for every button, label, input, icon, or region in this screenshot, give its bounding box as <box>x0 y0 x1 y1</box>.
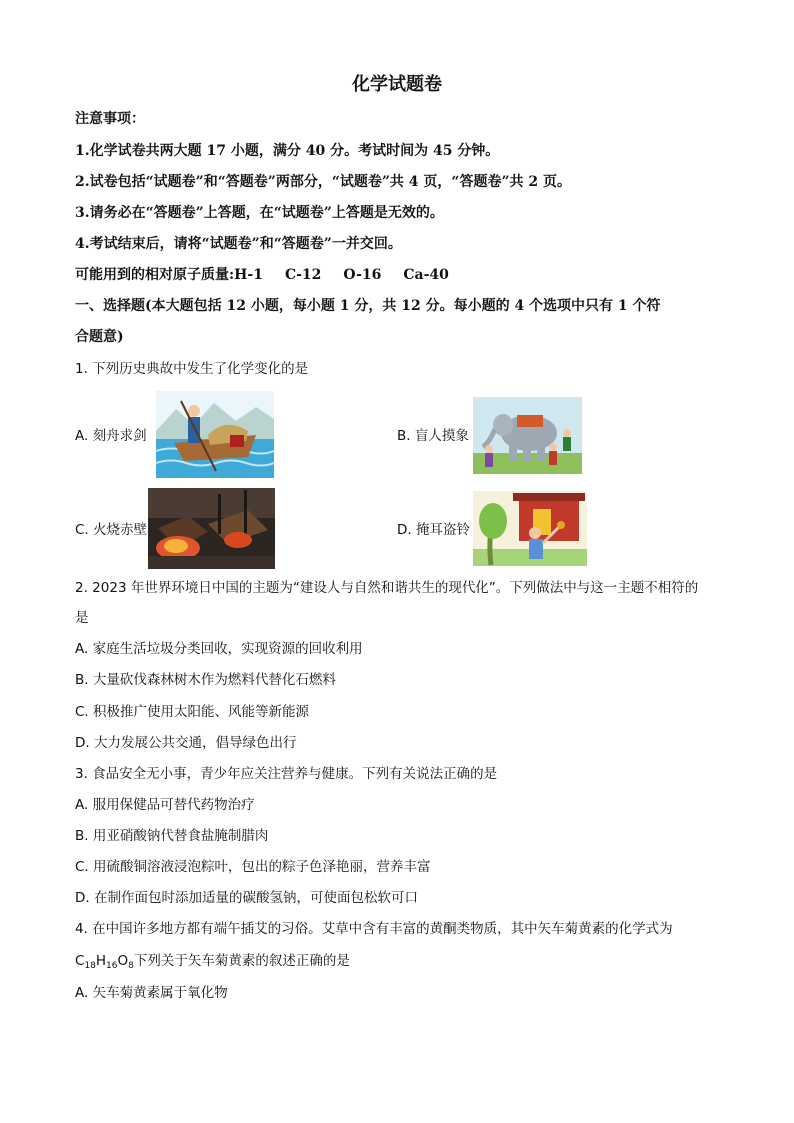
q4-stem-rest: 下列关于矢车菊黄素的叙述正确的是 <box>133 953 350 969</box>
q4-stem: 4. 在中国许多地方都有端午插艾的习俗。艾草中含有丰富的黄酮类物质，其中矢车菊黄素的化学式为 <box>75 921 673 937</box>
bell-thief-illustration <box>473 491 587 566</box>
q1-option-a: A. 刻舟求剑 <box>75 428 147 444</box>
atomic-mass-c: C-12 <box>284 267 322 283</box>
q4-option-a: A. 矢车菊黄素属于氧化物 <box>75 985 228 1001</box>
chemical-formula: $C_{18}H_{16}O_8$ <box>75 953 134 971</box>
q2-option-c: C. 积极推广使用太阳能、风能等新能源 <box>75 704 310 720</box>
atomic-mass-label: 可能用到的相对原子质量: <box>75 267 235 283</box>
q3-stem: 3. 食品安全无小事，青少年应关注营养与健康。下列有关说法正确的是 <box>75 766 498 782</box>
boat-illustration <box>156 391 274 478</box>
section-1-title-cont: 合题意) <box>75 329 124 345</box>
q2-option-d: D. 大力发展公共交通，倡导绿色出行 <box>75 735 297 751</box>
q3-option-c: C. 用硫酸铜溶液浸泡粽叶，包出的粽子色泽艳丽，营养丰富 <box>75 859 431 875</box>
note-1: 1.化学试卷共两大题 17 小题，满分 40 分。考试时间为 45 分钟。 <box>75 143 500 159</box>
page-title: 化学试题卷 <box>352 74 442 95</box>
section-1-title: 一、选择题(本大题包括 12 小题，每小题 1 分，共 12 分。每小题的 4 个选项中只有 1 个符 <box>75 298 661 314</box>
q1-option-b: B. 盲人摸象 <box>397 428 469 444</box>
note-4: 4.考试结束后，请将“试题卷”和“答题卷”一并交回。 <box>75 236 402 252</box>
atomic-mass-ca: Ca-40 <box>403 267 449 283</box>
q1-option-d: D. 掩耳盗铃 <box>397 522 470 538</box>
q2-stem: 2. 2023 年世界环境日中国的主题为“建设人与自然和谐共生的现代化”。下列做法中与这一主题不相符的 <box>75 580 699 596</box>
q1-stem: 1. 下列历史典故中发生了化学变化的是 <box>75 361 309 377</box>
atomic-mass-line <box>75 266 449 284</box>
notes-heading: 注意事项： <box>75 111 145 127</box>
atomic-mass-o: O-16 <box>343 267 382 283</box>
note-2: 2.试卷包括“试题卷”和“答题卷”两部分，“试题卷”共 4 页，“答题卷”共 2 页。 <box>75 174 572 190</box>
q2-stem-cont: 是 <box>75 610 89 626</box>
q3-option-d: D. 在制作面包时添加适量的碳酸氢钠，可使面包松软可口 <box>75 890 418 906</box>
note-3: 3.请务必在“答题卷”上答题，在“试题卷”上答题是无效的。 <box>75 205 444 221</box>
elephant-illustration <box>473 397 582 474</box>
q3-option-b: B. 用亚硝酸钠代替食盐腌制腊肉 <box>75 828 269 844</box>
q4-stem-cont <box>75 952 350 975</box>
fire-battle-illustration <box>148 488 275 569</box>
atomic-mass-h: H-1 <box>234 267 263 283</box>
q3-option-a: A. 服用保健品可替代药物治疗 <box>75 797 255 813</box>
q2-option-a: A. 家庭生活垃圾分类回收，实现资源的回收利用 <box>75 641 363 657</box>
q1-option-c: C. 火烧赤壁 <box>75 522 148 538</box>
q2-option-b: B. 大量砍伐森林树木作为燃料代替化石燃料 <box>75 672 336 688</box>
